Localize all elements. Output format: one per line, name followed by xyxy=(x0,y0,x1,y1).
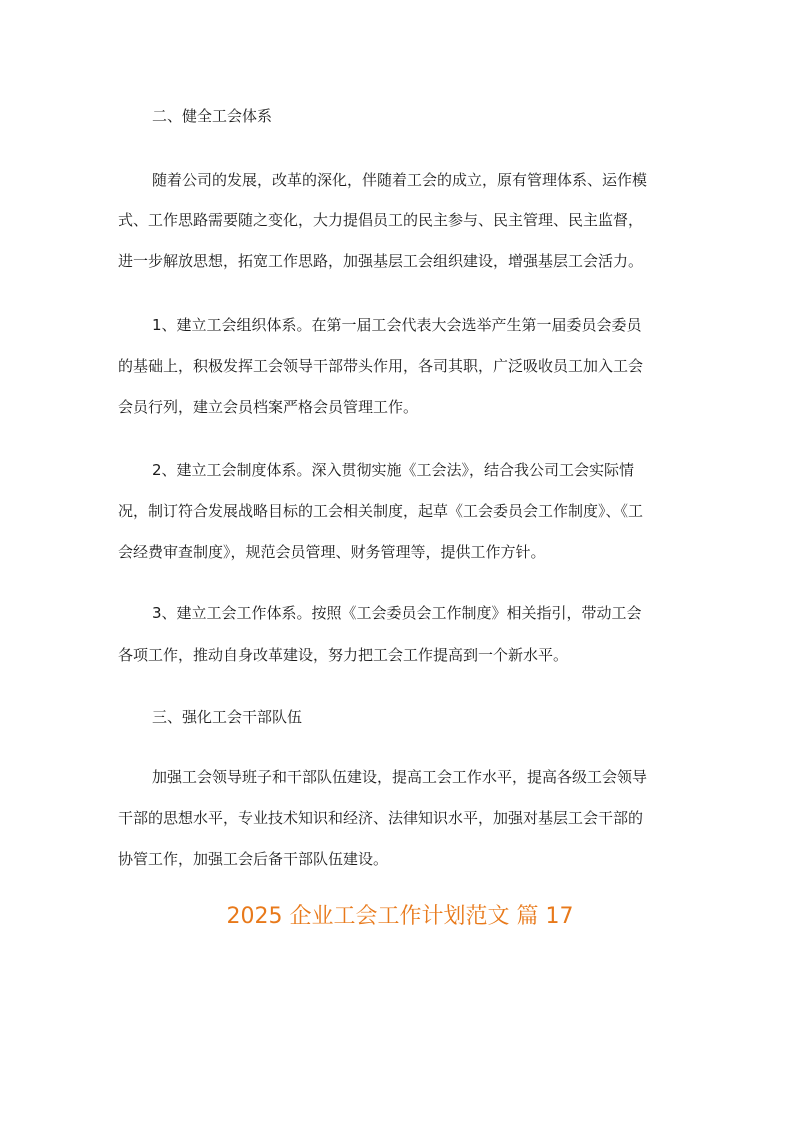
paragraph-line: 式、工作思路需要随之变化，大力提倡员工的民主参与、民主管理、民主监督， xyxy=(118,211,644,229)
paragraph-line: 3、建立工会工作体系。按照《工会委员会工作制度》相关指引，带动工会 xyxy=(152,604,642,622)
paragraph-line: 各项工作，推动自身改革建设，努力把工会工作提高到一个新水平。 xyxy=(118,646,569,664)
paragraph-line: 会经费审查制度》，规范会员管理、财务管理等，提供工作方针。 xyxy=(118,543,546,561)
paragraph-line: 协管工作，加强工会后备干部队伍建设。 xyxy=(118,850,389,868)
paragraph-line: 况，制订符合发展战略目标的工会相关制度，起草《工会委员会工作制度》、《工 xyxy=(118,502,644,520)
paragraph-line: 1、建立工会组织体系。在第一届工会代表大会选举产生第一届委员会委员 xyxy=(152,316,642,334)
section-heading-2: 二、健全工会体系 xyxy=(152,107,273,125)
paragraph-line: 进一步解放思想，拓宽工作思路，加强基层工会组织建设，增强基层工会活力。 xyxy=(118,252,644,270)
paragraph-line: 2、建立工会制度体系。深入贯彻实施《工会法》，结合我公司工会实际情 xyxy=(152,461,635,479)
section-heading-3: 三、强化工会干部队伍 xyxy=(152,708,303,726)
next-article-title: 2025 企业工会工作计划范文 篇 17 xyxy=(226,904,574,929)
paragraph-line: 干部的思想水平，专业技术知识和经济、法律知识水平，加强对基层工会干部的 xyxy=(118,809,644,827)
paragraph-line: 的基础上，积极发挥工会领导干部带头作用，各司其职，广泛吸收员工加入工会 xyxy=(118,357,644,375)
paragraph-line: 随着公司的发展，改革的深化，伴随着工会的成立，原有管理体系、运作模 xyxy=(152,171,648,189)
paragraph-line: 会员行列，建立会员档案严格会员管理工作。 xyxy=(118,398,419,416)
paragraph-line: 加强工会领导班子和干部队伍建设，提高工会工作水平，提高各级工会领导 xyxy=(152,768,648,786)
